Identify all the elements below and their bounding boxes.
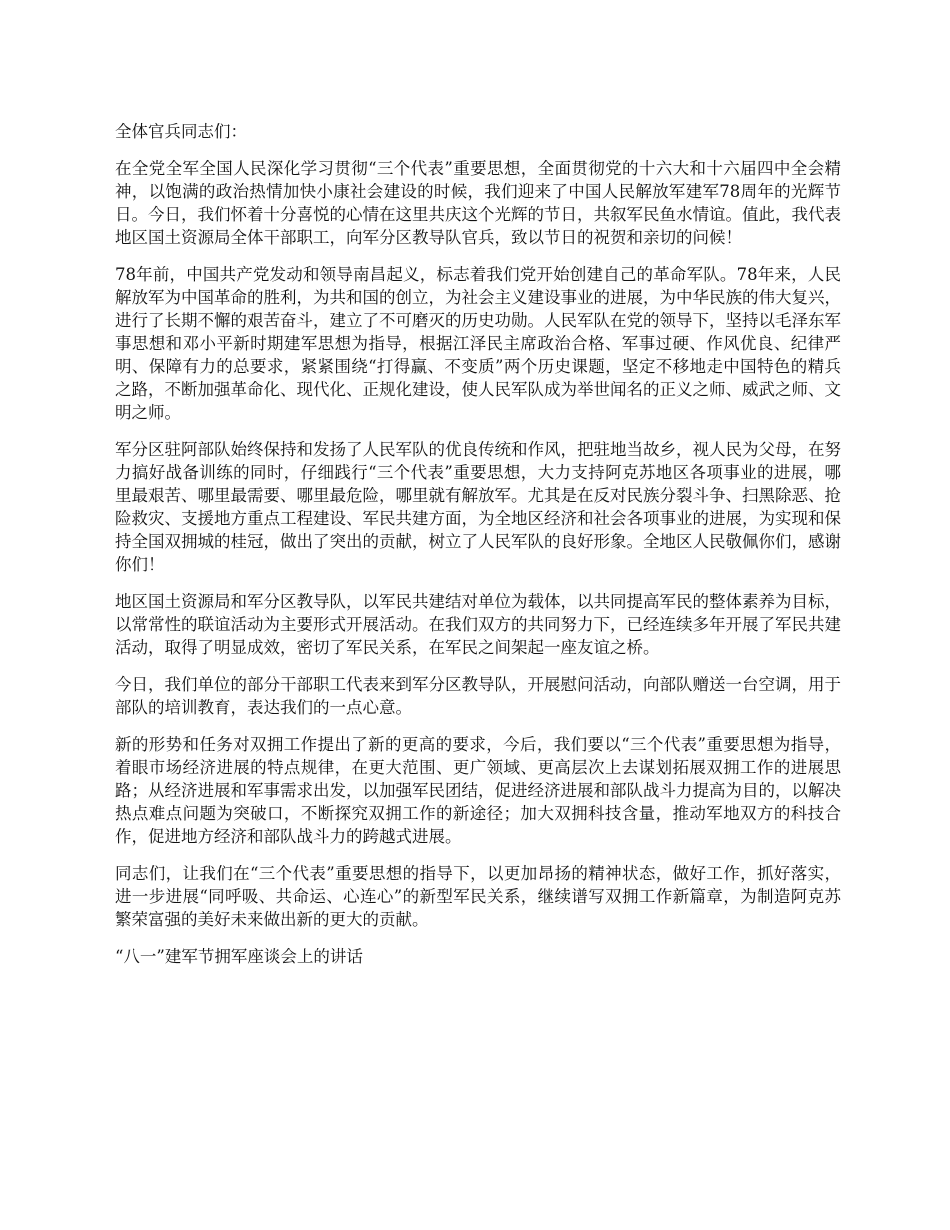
paragraph-2: 78年前，中国共产党发动和领导南昌起义，标志着我们党开始创建自己的革命军队。78年来，人民解放军为中国革命的胜利，为共和国的创立，为社会主义建设事业的进展，为中华民族的伟大复兴，进行了长期不懈的艰苦奋斗，建立了不可磨灭的历史功勋。人民军队在党的领导下，坚持以毛泽东军事思想和邓小平新时期建军思想为指导，根据江泽民主席政治合格、军事过硬、作风优良、纪律严明、保障有力的总要求，紧紧围绕“打得赢、不变质”两个历史课题，坚定不移地走中国特色的精兵之路，不断加强革命化、现代化、正规化建设，使人民军队成为举世闻名的正义之师、威武之师、文明之师。	[115, 265, 841, 422]
closing-title: “八一”建军节拥军座谈会上的讲话	[115, 947, 363, 966]
paragraph-3: 军分区驻阿部队始终保持和发扬了人民军队的优良传统和作风，把驻地当故乡，视人民为父母，在努力搞好战备训练的同时，仔细践行“三个代表”重要思想，大力支持阿克苏地区各项事业的进展，哪里最艰苦、哪里最需要、哪里最危险，哪里就有解放军。尤其是在反对民族分裂斗争、扫黑除恶、抢险救灾、支援地方重点工程建设、军民共建方面，为全地区经济和社会各项事业的进展，为实现和保持全国双拥城的桂冠，做出了突出的贡献，树立了人民军队的良好形象。全地区人民敬佩你们，感谢你们！	[115, 440, 841, 574]
paragraph-4: 地区国土资源局和军分区教导队，以军民共建结对单位为载体，以共同提高军民的整体素养为目标，以常常性的联谊活动为主要形式开展活动。在我们双方的共同努力下，已经连续多年开展了军民共建活动，取得了明显成效，密切了军民关系，在军民之间架起一座友谊之桥。	[115, 592, 841, 657]
paragraph-1: 在全党全军全国人民深化学习贯彻“三个代表”重要思想，全面贯彻党的十六大和十六届四中全会精神，以饱满的政治热情加快小康社会建设的时候，我们迎来了中国人民解放军建军78周年的光辉节日。今日，我们怀着十分喜悦的心情在这里共庆这个光辉的节日，共叙军民鱼水情谊。值此，我代表地区国土资源局全体干部职工，向军分区教导队官兵，致以节日的祝贺和亲切的问候！	[115, 159, 841, 247]
paragraph-7: 同志们，让我们在“三个代表”重要思想的指导下，以更加昂扬的精神状态，做好工作，抓好落实，进一步进展“同呼吸、共命运、心连心”的新型军民关系，继续谱写双拥工作新篇章，为制造阿克苏繁荣富强的美好未来做出新的更大的贡献。	[115, 864, 841, 929]
salutation: 全体官兵同志们：	[115, 122, 247, 141]
paragraph-5: 今日，我们单位的部分干部职工代表来到军分区教导队，开展慰问活动，向部队赠送一台空调，用于部队的培训教育，表达我们的一点心意。	[115, 675, 841, 717]
document-body	[115, 120, 841, 968]
paragraph-6: 新的形势和任务对双拥工作提出了新的更高的要求，今后，我们要以“三个代表”重要思想为指导，着眼市场经济进展的特点规律，在更大范围、更广领域、更高层次上去谋划拓展双拥工作的进展思路；从经济进展和军事需求出发，以加强军民团结，促进经济进展和部队战斗力提高为目的，以解决热点难点问题为突破口，不断探究双拥工作的新途径；加大双拥科技含量，推动军地双方的科技合作，促进地方经济和部队战斗力的跨越式进展。	[115, 735, 841, 846]
